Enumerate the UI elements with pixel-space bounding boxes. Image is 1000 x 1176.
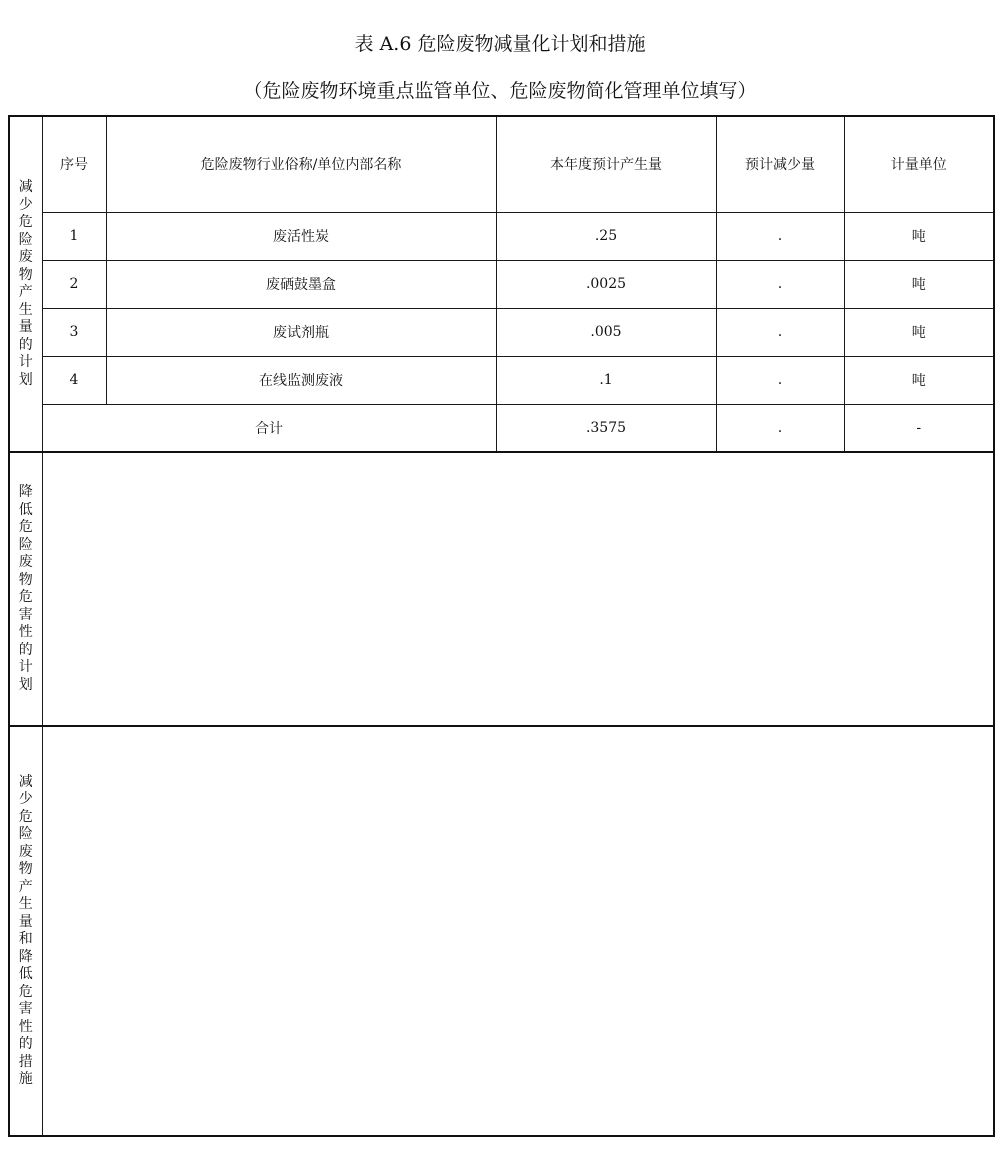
cell-name: 废试剂瓶	[106, 308, 496, 356]
cell-unit: 吨	[844, 260, 994, 308]
cell-seq: 2	[42, 260, 106, 308]
header-annual-output: 本年度预计产生量	[496, 116, 716, 212]
cell-unit: 吨	[844, 356, 994, 404]
section-label-reduce-plan	[9, 116, 42, 452]
cell-annual-output: .25	[496, 212, 716, 260]
measures-row	[9, 726, 994, 1136]
section-label-text: 减少危险废物产生量的计划	[18, 179, 33, 388]
table-row	[9, 356, 994, 404]
cell-annual-output: .1	[496, 356, 716, 404]
header-seq: 序号	[42, 116, 106, 212]
total-unit: -	[844, 404, 994, 452]
section-label-measures	[9, 726, 42, 1136]
cell-seq: 4	[42, 356, 106, 404]
waste-reduction-table	[8, 115, 995, 1137]
table-row	[9, 308, 994, 356]
header-unit: 计量单位	[844, 116, 994, 212]
document-subtitle: （危险废物环境重点监管单位、危险废物简化管理单位填写）	[243, 80, 757, 102]
cell-name: 在线监测废液	[106, 356, 496, 404]
cell-name: 废硒鼓墨盒	[106, 260, 496, 308]
section-label-hazard-plan	[9, 452, 42, 726]
cell-seq: 3	[42, 308, 106, 356]
table-row	[9, 212, 994, 260]
cell-expected-reduction: .	[716, 308, 844, 356]
section-label-text: 降低危险废物危害性的计划	[18, 484, 33, 693]
section-label-text: 减少危险废物产生量和降低危害性的措施	[18, 773, 33, 1087]
cell-annual-output: .0025	[496, 260, 716, 308]
cell-annual-output: .005	[496, 308, 716, 356]
document-title: 表 A.6 危险废物减量化计划和措施	[354, 33, 646, 55]
cell-expected-reduction: .	[716, 356, 844, 404]
measures-content[interactable]	[42, 726, 994, 1136]
total-label: 合计	[42, 404, 496, 452]
total-annual-output: .3575	[496, 404, 716, 452]
table-row	[9, 260, 994, 308]
cell-name: 废活性炭	[106, 212, 496, 260]
total-row	[9, 404, 994, 452]
cell-unit: 吨	[844, 212, 994, 260]
cell-unit: 吨	[844, 308, 994, 356]
cell-expected-reduction: .	[716, 260, 844, 308]
total-expected-reduction: .	[716, 404, 844, 452]
hazard-plan-content[interactable]	[42, 452, 994, 726]
hazard-plan-row	[9, 452, 994, 726]
cell-seq: 1	[42, 212, 106, 260]
header-expected-reduction: 预计减少量	[716, 116, 844, 212]
table-header-row	[9, 116, 994, 212]
cell-expected-reduction: .	[716, 212, 844, 260]
header-name: 危险废物行业俗称/单位内部名称	[106, 116, 496, 212]
